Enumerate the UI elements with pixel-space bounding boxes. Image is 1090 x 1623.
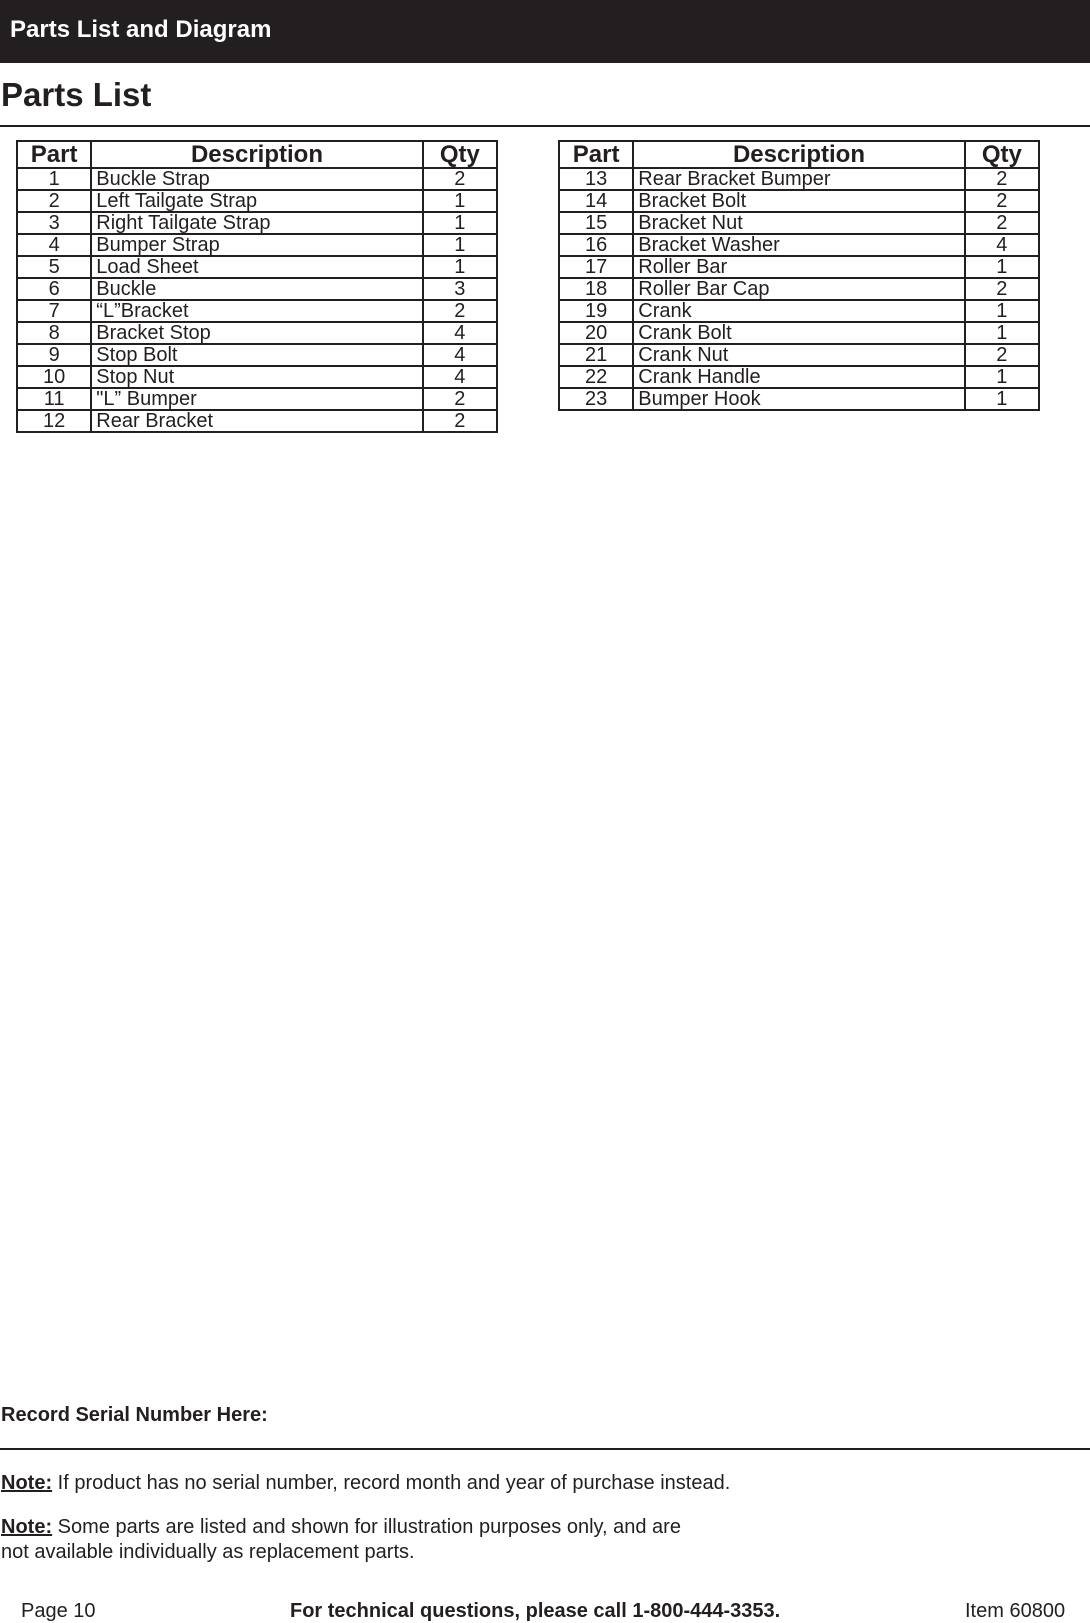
- cell-description: Rear Bracket Bumper: [633, 168, 964, 190]
- table-row: [17, 388, 497, 410]
- note-serial: [1, 1471, 730, 1496]
- table-row: [559, 212, 1039, 234]
- cell-qty: 2: [965, 168, 1039, 190]
- cell-description: Bumper Strap: [91, 234, 422, 256]
- cell-description: “L”Bracket: [91, 300, 422, 322]
- cell-qty: 4: [423, 322, 497, 344]
- note-text: Some parts are listed and shown for illustration purposes only, and are not available individually as replacement parts.: [1, 1516, 681, 1563]
- cell-part-number: 7: [17, 300, 91, 322]
- column-header-part: Part: [17, 141, 91, 168]
- column-header-description: Description: [633, 141, 964, 168]
- cell-part-number: 4: [17, 234, 91, 256]
- cell-qty: 1: [423, 212, 497, 234]
- cell-description: Bracket Bolt: [633, 190, 964, 212]
- cell-qty: 1: [965, 256, 1039, 278]
- cell-qty: 2: [423, 410, 497, 432]
- table-row: [17, 234, 497, 256]
- serial-number-line: [0, 1448, 1090, 1450]
- cell-qty: 4: [423, 366, 497, 388]
- cell-description: Bracket Stop: [91, 322, 422, 344]
- footer-item-number: Item 60800: [965, 1600, 1066, 1622]
- column-header-qty: Qty: [965, 141, 1039, 168]
- cell-description: Bracket Nut: [633, 212, 964, 234]
- table-row: [17, 190, 497, 212]
- cell-qty: 2: [423, 388, 497, 410]
- serial-number-label: Record Serial Number Here:: [1, 1404, 268, 1426]
- table-row: [559, 366, 1039, 388]
- cell-description: Left Tailgate Strap: [91, 190, 422, 212]
- cell-part-number: 14: [559, 190, 633, 212]
- cell-description: Load Sheet: [91, 256, 422, 278]
- cell-part-number: 6: [17, 278, 91, 300]
- cell-qty: 2: [965, 190, 1039, 212]
- cell-description: Buckle: [91, 278, 422, 300]
- cell-description: Roller Bar: [633, 256, 964, 278]
- table-row: [559, 278, 1039, 300]
- cell-part-number: 18: [559, 278, 633, 300]
- table-row: [559, 190, 1039, 212]
- cell-description: Rear Bracket: [91, 410, 422, 432]
- cell-qty: 4: [423, 344, 497, 366]
- cell-qty: 1: [423, 256, 497, 278]
- table-row: [17, 366, 497, 388]
- note-illustration: [1, 1515, 701, 1565]
- parts-table-left: [16, 140, 498, 433]
- cell-part-number: 2: [17, 190, 91, 212]
- cell-description: Crank: [633, 300, 964, 322]
- cell-part-number: 8: [17, 322, 91, 344]
- note-text: If product has no serial number, record month and year of purchase instead.: [52, 1472, 731, 1494]
- table-row: [559, 300, 1039, 322]
- column-header-description: Description: [91, 141, 422, 168]
- cell-part-number: 15: [559, 212, 633, 234]
- cell-part-number: 19: [559, 300, 633, 322]
- table-row: [559, 388, 1039, 410]
- column-header-part: Part: [559, 141, 633, 168]
- table-row: [559, 322, 1039, 344]
- table-header-row: [17, 141, 497, 168]
- cell-description: "L” Bumper: [91, 388, 422, 410]
- table-row: [17, 300, 497, 322]
- table-row: [17, 278, 497, 300]
- cell-qty: 1: [423, 190, 497, 212]
- cell-qty: 2: [965, 344, 1039, 366]
- cell-part-number: 20: [559, 322, 633, 344]
- cell-description: Stop Bolt: [91, 344, 422, 366]
- cell-part-number: 23: [559, 388, 633, 410]
- table-row: [17, 212, 497, 234]
- cell-qty: 1: [965, 366, 1039, 388]
- cell-qty: 2: [965, 278, 1039, 300]
- cell-part-number: 3: [17, 212, 91, 234]
- table-row: [17, 168, 497, 190]
- footer-phone: For technical questions, please call 1-800-444-3353.: [290, 1600, 781, 1622]
- cell-part-number: 1: [17, 168, 91, 190]
- cell-part-number: 5: [17, 256, 91, 278]
- table-row: [17, 410, 497, 432]
- table-row: [17, 322, 497, 344]
- table-row: [17, 344, 497, 366]
- footer-page-number: Page 10: [21, 1600, 96, 1622]
- parts-table-right: [558, 140, 1040, 411]
- cell-description: Stop Nut: [91, 366, 422, 388]
- cell-description: Buckle Strap: [91, 168, 422, 190]
- cell-description: Roller Bar Cap: [633, 278, 964, 300]
- note-key: Note:: [1, 1516, 53, 1538]
- cell-description: Bracket Washer: [633, 234, 964, 256]
- cell-description: Crank Nut: [633, 344, 964, 366]
- cell-qty: 4: [965, 234, 1039, 256]
- cell-description: Crank Handle: [633, 366, 964, 388]
- cell-part-number: 22: [559, 366, 633, 388]
- cell-description: Bumper Hook: [633, 388, 964, 410]
- cell-description: Crank Bolt: [633, 322, 964, 344]
- cell-part-number: 16: [559, 234, 633, 256]
- note-key: Note:: [1, 1472, 53, 1494]
- table-header-row: [559, 141, 1039, 168]
- table-row: [559, 168, 1039, 190]
- cell-part-number: 12: [17, 410, 91, 432]
- cell-part-number: 13: [559, 168, 633, 190]
- header-banner: [0, 0, 1090, 63]
- cell-description: Right Tailgate Strap: [91, 212, 422, 234]
- table-row: [559, 344, 1039, 366]
- table-row: [17, 256, 497, 278]
- column-header-qty: Qty: [423, 141, 497, 168]
- cell-part-number: 21: [559, 344, 633, 366]
- table-row: [559, 256, 1039, 278]
- cell-part-number: 9: [17, 344, 91, 366]
- title-divider: [0, 125, 1090, 127]
- cell-qty: 1: [965, 300, 1039, 322]
- cell-part-number: 11: [17, 388, 91, 410]
- banner-title: Parts List and Diagram: [10, 16, 272, 43]
- cell-part-number: 10: [17, 366, 91, 388]
- table-row: [559, 234, 1039, 256]
- cell-qty: 1: [423, 234, 497, 256]
- cell-part-number: 17: [559, 256, 633, 278]
- cell-qty: 1: [965, 322, 1039, 344]
- page-title: Parts List: [1, 76, 152, 113]
- cell-qty: 3: [423, 278, 497, 300]
- cell-qty: 2: [423, 300, 497, 322]
- cell-qty: 2: [965, 212, 1039, 234]
- cell-qty: 2: [423, 168, 497, 190]
- cell-qty: 1: [965, 388, 1039, 410]
